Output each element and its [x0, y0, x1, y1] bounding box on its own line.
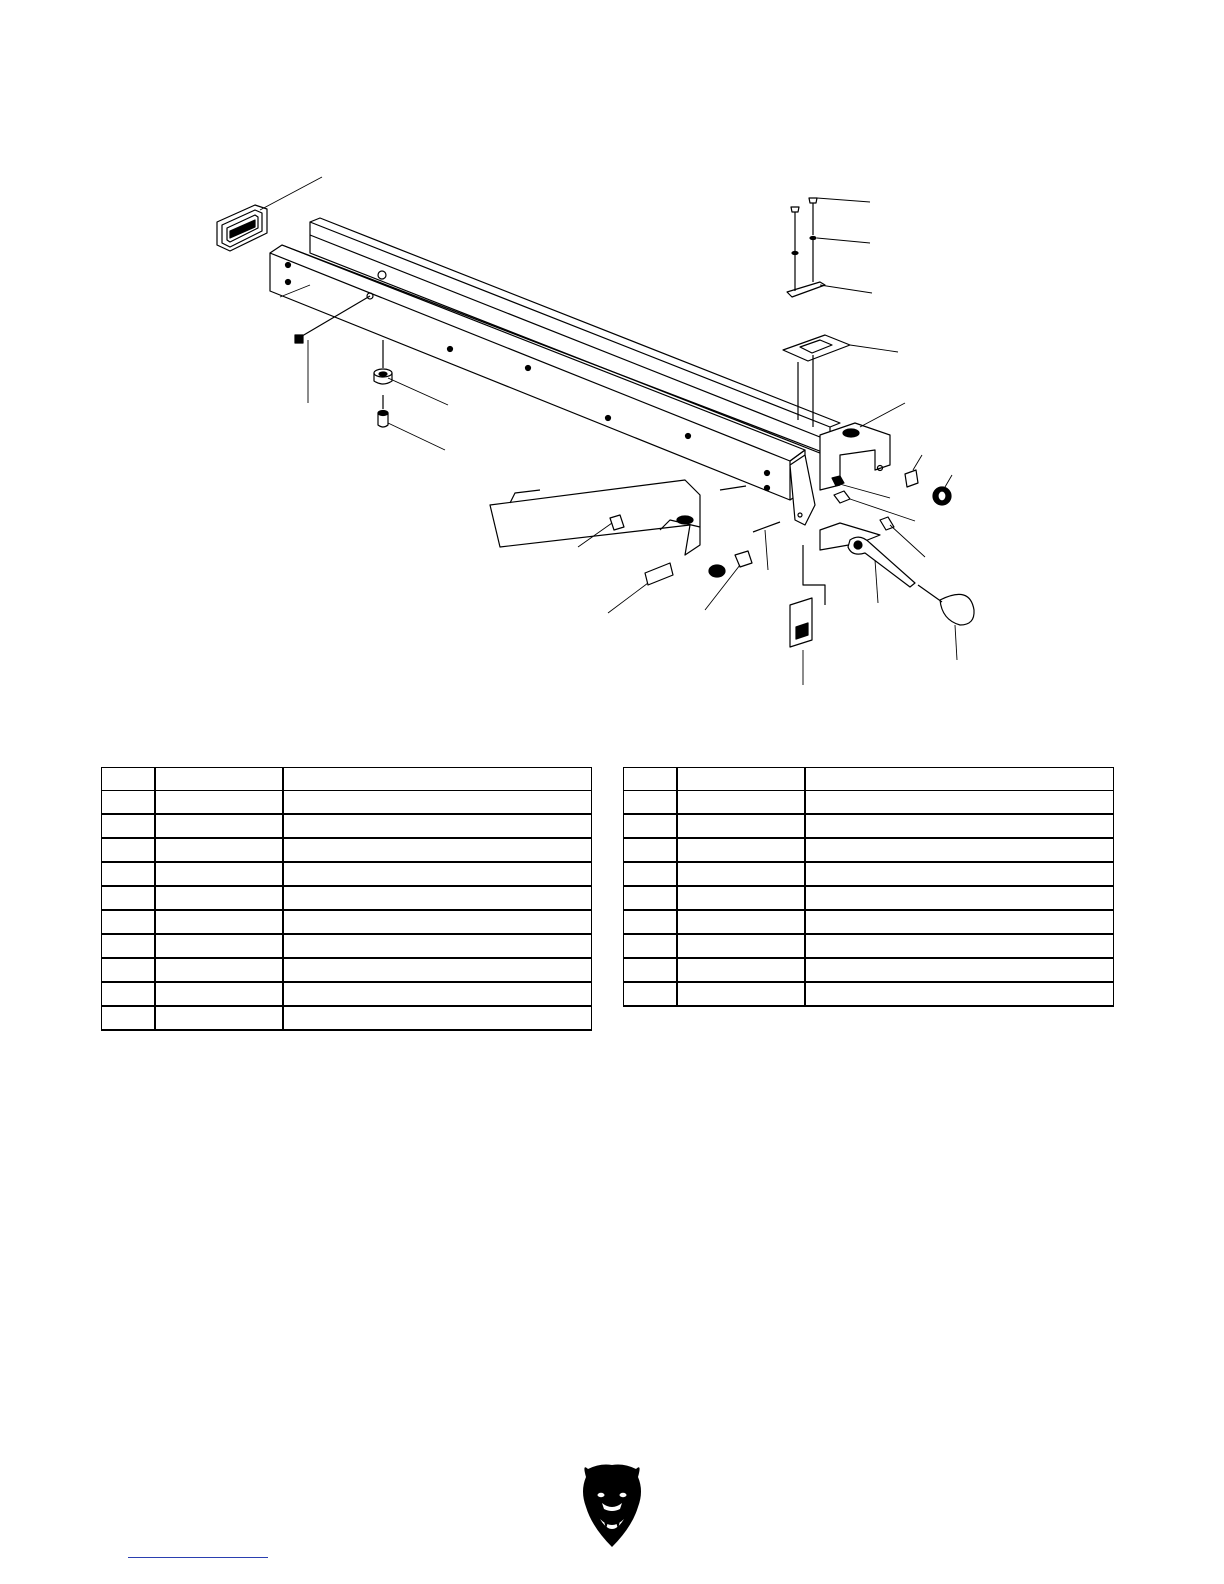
table-row [102, 982, 592, 1006]
description-cell [805, 910, 1114, 934]
description-cell [283, 934, 592, 958]
ref-header [624, 768, 677, 791]
description-cell [283, 982, 592, 1006]
description-cell [283, 838, 592, 862]
description-cell [805, 982, 1114, 1006]
table-row [102, 791, 592, 815]
ref-cell [102, 838, 155, 862]
ref-cell [624, 982, 677, 1006]
ref-cell [624, 934, 677, 958]
description-header [805, 768, 1114, 791]
description-cell [283, 1006, 592, 1030]
ref-cell [102, 862, 155, 886]
table-row [624, 982, 1114, 1006]
fence-rail-part [270, 218, 840, 500]
part-number-cell [155, 910, 283, 934]
description-cell [805, 886, 1114, 910]
table-row [624, 934, 1114, 958]
description-cell [283, 958, 592, 982]
part-number-cell [677, 791, 805, 815]
ref-cell [102, 910, 155, 934]
description-cell [283, 886, 592, 910]
end-cap-part [217, 205, 267, 251]
handle-knob-part [918, 585, 974, 625]
table-row [102, 886, 592, 910]
table-row [102, 934, 592, 958]
description-cell [283, 910, 592, 934]
description-cell [805, 862, 1114, 886]
description-header [283, 768, 592, 791]
description-cell [805, 934, 1114, 958]
ref-cell [624, 886, 677, 910]
pin-part [905, 470, 918, 487]
table-row [624, 814, 1114, 838]
ref-cell [624, 958, 677, 982]
table-row [624, 886, 1114, 910]
part-number-cell [155, 1006, 283, 1030]
part-number-cell [155, 934, 283, 958]
part-number-header [677, 768, 805, 791]
ref-header [102, 768, 155, 791]
nut-part [832, 476, 850, 503]
table-header-row [102, 768, 592, 791]
table-row [624, 910, 1114, 934]
part-number-cell [677, 862, 805, 886]
table-header-row [624, 768, 1114, 791]
part-number-cell [677, 814, 805, 838]
parts-table-left [101, 767, 592, 1031]
bear-head-logo [580, 1463, 644, 1549]
table-row [624, 838, 1114, 862]
part-number-cell [677, 934, 805, 958]
description-cell [805, 791, 1114, 815]
lock-lever-part [848, 517, 915, 587]
table-row [624, 791, 1114, 815]
part-number-header [155, 768, 283, 791]
ref-cell [624, 838, 677, 862]
part-number-cell [155, 838, 283, 862]
ref-cell [102, 791, 155, 815]
table-row [624, 958, 1114, 982]
part-number-cell [677, 958, 805, 982]
part-number-cell [677, 886, 805, 910]
table-row [624, 862, 1114, 886]
description-cell [283, 862, 592, 886]
footer-link[interactable] [128, 1557, 268, 1558]
description-cell [805, 814, 1114, 838]
part-number-cell [155, 862, 283, 886]
spacer-part [378, 395, 388, 427]
ref-cell [102, 958, 155, 982]
part-number-cell [155, 791, 283, 815]
ref-cell [102, 982, 155, 1006]
part-number-cell [677, 838, 805, 862]
fastener-stack [783, 198, 850, 427]
bolt-part [735, 522, 780, 567]
description-cell [805, 838, 1114, 862]
parts-table-right [623, 767, 1114, 1007]
table-row [102, 862, 592, 886]
label-plate-part [645, 563, 673, 585]
part-number-cell [677, 982, 805, 1006]
ref-cell [102, 886, 155, 910]
table-row [102, 838, 592, 862]
exploded-parts-diagram [200, 165, 1000, 695]
ref-cell [102, 1006, 155, 1030]
ref-cell [624, 814, 677, 838]
knob-right-part [933, 487, 951, 505]
table-row [102, 910, 592, 934]
knob-part [374, 340, 392, 384]
ref-cell [624, 862, 677, 886]
part-number-cell [155, 982, 283, 1006]
right-bracket-part [820, 423, 890, 490]
description-cell [805, 958, 1114, 982]
part-number-cell [677, 910, 805, 934]
description-cell [283, 791, 592, 815]
hanging-bracket-part [790, 545, 825, 647]
part-number-cell [155, 814, 283, 838]
ref-cell [624, 791, 677, 815]
ref-cell [624, 910, 677, 934]
ref-cell [102, 934, 155, 958]
part-number-cell [155, 886, 283, 910]
table-row [102, 958, 592, 982]
ref-cell [102, 814, 155, 838]
table-row [102, 1006, 592, 1030]
description-cell [283, 814, 592, 838]
table-row [102, 814, 592, 838]
part-number-cell [155, 958, 283, 982]
